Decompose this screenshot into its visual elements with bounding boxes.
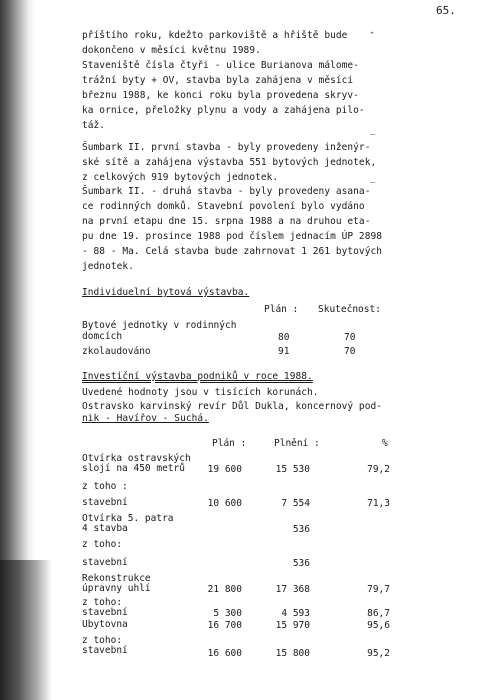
row-label: Rekonstrukce úpravny uhlí — [82, 573, 151, 594]
row-label: Otvírka ostravských slojí na 450 metrů — [82, 453, 191, 474]
org-line: nik - Havířov - Suchá. — [82, 413, 209, 424]
section-heading: Investiční výstavba podniků v roce 1988. — [82, 371, 313, 382]
row-label: stavební — [82, 557, 128, 568]
cell-skut: 70 — [344, 332, 356, 343]
cell-plneni: 15 800 — [275, 648, 310, 659]
paragraph-line: z celkových 919 bytových jednotek. — [82, 172, 279, 183]
row-label: Ubytovna — [82, 619, 128, 630]
cell-plan: 16 600 — [207, 648, 242, 659]
paragraph-line: ské sítě a zahájena výstavba 551 bytových jednotek, — [82, 157, 377, 168]
cell-pct: 95,6 — [367, 620, 390, 631]
row-label: z toho: stavební — [82, 597, 128, 618]
cell-plan: 5 300 — [213, 608, 242, 619]
column-header: Plán : — [212, 438, 247, 449]
cell-plan: 16 700 — [207, 620, 242, 631]
cell-pct: 79,7 — [367, 584, 390, 595]
paragraph-line: dokončeno v měsíci květnu 1989. — [82, 45, 261, 56]
row-label: Bytové jednotky v rodinných domcích — [82, 320, 237, 342]
cell-plan: 19 600 — [207, 464, 242, 475]
scan-shadow-bottom — [0, 560, 52, 700]
org-line: Ostravsko karvinský revír Důl Dukla, koncernový pod- — [82, 401, 383, 412]
paragraph-line: - 88 - Ma. Celá stavba bude zahrnovat 1 261 bytových — [82, 246, 383, 257]
row-label: zkolaudováno — [82, 346, 151, 357]
cell-plneni: 4 593 — [281, 608, 310, 619]
cell-plneni: 17 368 — [275, 584, 310, 595]
paragraph-line: táž. — [82, 120, 106, 131]
cell-plan: 21 800 — [207, 584, 242, 595]
cell-plan: 80 — [278, 332, 290, 343]
row-label: z toho: stavební — [82, 635, 128, 656]
row-label: stavební — [82, 497, 128, 508]
cell-plan: 10 600 — [207, 498, 242, 509]
margin-mark: _ — [370, 174, 376, 184]
paragraph-line: trážní byty + OV, stavba byla zahájena v měsíci — [82, 75, 354, 86]
row-label: Otvírka 5. patra 4 stavba — [82, 513, 174, 534]
cell-pct: 71,3 — [367, 498, 390, 509]
cell-skut: 70 — [344, 346, 356, 357]
column-header: Plnění : — [274, 438, 320, 449]
column-header: Skutečnost: — [318, 304, 381, 315]
cell-pct: 79,2 — [367, 464, 390, 475]
cell-plan: 91 — [278, 346, 290, 357]
paragraph-line: ka ornice, přeložky plynu a vody a zahájena pilo- — [82, 105, 365, 116]
cell-plneni: 536 — [292, 524, 310, 535]
cell-plneni: 15 530 — [275, 464, 310, 475]
cell-plneni: 15 970 — [275, 620, 310, 631]
paragraph-line: Šumbark II. první stavba - byly provedeny inženýr- — [82, 142, 371, 153]
cell-plneni: 7 554 — [281, 498, 310, 509]
margin-mark: _ — [370, 126, 376, 136]
cell-pct: 95,2 — [367, 648, 390, 659]
section-heading: Individuelní bytová výstavba. — [82, 287, 250, 298]
paragraph-line: Staveniště čísla čtyři - ulice Burianova málome- — [82, 60, 359, 71]
paragraph-line: ce rodinných domků. Stavební povolení bylo vydáno — [82, 201, 365, 212]
page-number: 65. — [436, 4, 456, 17]
paragraph-line: na první etapu dne 15. srpna 1988 a na druhou eta- — [82, 216, 371, 227]
column-header: % — [382, 438, 388, 449]
paragraph-line: březnu 1988, ke konci roku byla provedena skryv- — [82, 90, 359, 101]
cell-pct: 86,7 — [367, 608, 390, 619]
row-label: z toho : — [82, 481, 128, 492]
column-header: Plán : — [264, 304, 299, 315]
note-line: Uvedené hodnoty jsou v tisících korunách. — [82, 387, 319, 398]
cell-plneni: 536 — [292, 558, 310, 569]
paragraph-line: pu dne 19. prosince 1988 pod číslem jednacím ÚP 2898 — [82, 231, 383, 242]
paragraph-line: příštího roku, kdežto parkoviště a hřiště bude — [82, 30, 348, 41]
paragraph-line: Šumbark II. - druhá stavba - byly provedeny asana- — [82, 186, 371, 197]
paragraph-line: jednotek. — [82, 261, 134, 272]
row-label: z toho: — [82, 539, 123, 550]
margin-mark: ˝ — [369, 32, 375, 42]
